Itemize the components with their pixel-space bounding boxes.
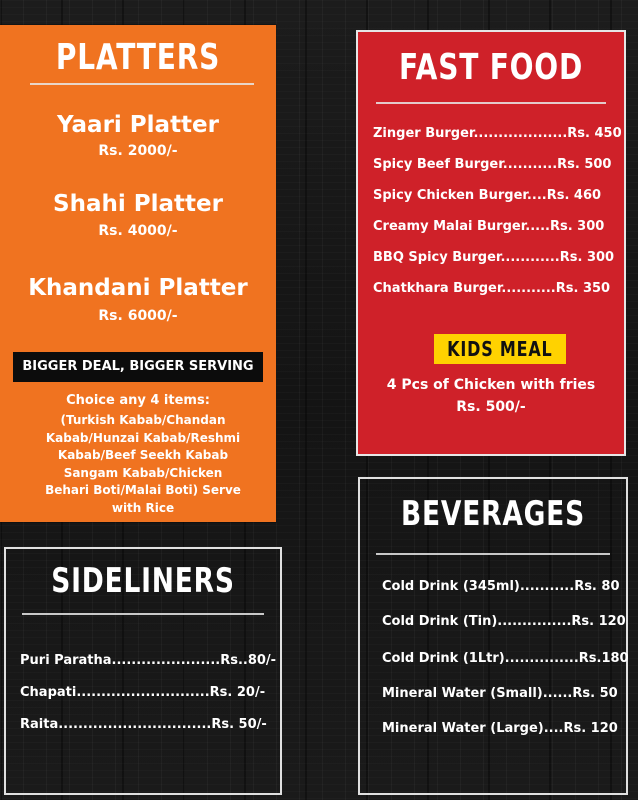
choice-description: (Turkish Kabab/Chandan Kabab/Hunzai Kabab/Reshmi Kabab/Beef Seekh Kabab Sangam Kabab/Chicken Behari Boti/Malai Boti) Serve with Rice bbox=[45, 413, 241, 515]
sideliners-title: SIDELINERS bbox=[51, 561, 235, 601]
fast-food-item: BBQ Spicy Burger............Rs. 300 bbox=[373, 250, 615, 265]
sideliner-item: Raita...............................Rs. 50/- bbox=[20, 717, 267, 732]
sideliners-title-underline bbox=[22, 613, 264, 615]
platter-price: Rs. 2000/- bbox=[98, 143, 178, 159]
beverage-item: Cold Drink (Tin)...............Rs. 120 bbox=[382, 614, 626, 629]
platters-title-underline bbox=[30, 83, 254, 85]
fast-food-title: FAST FOOD bbox=[398, 47, 584, 88]
sideliner-item: Chapati...........................Rs. 20/- bbox=[20, 685, 266, 700]
kids-meal-badge bbox=[434, 334, 566, 364]
fast-food-title-underline bbox=[376, 102, 606, 104]
platter-price: Rs. 6000/- bbox=[98, 308, 178, 324]
beverage-item: Mineral Water (Small)......Rs. 50 bbox=[382, 686, 618, 701]
platter-name: Khandani Platter bbox=[28, 275, 248, 301]
platter-price: Rs. 4000/- bbox=[98, 223, 178, 239]
platters-title: PLATTERS bbox=[55, 37, 221, 78]
sideliners-panel bbox=[4, 547, 282, 795]
beverages-title-underline bbox=[376, 553, 610, 555]
kids-meal-badge-label: KIDS MEAL bbox=[447, 337, 553, 361]
beverage-item: Cold Drink (345ml)...........Rs. 80 bbox=[382, 579, 620, 594]
fast-food-item: Creamy Malai Burger.....Rs. 300 bbox=[373, 219, 605, 234]
platter-name: Yaari Platter bbox=[56, 112, 219, 138]
beverages-panel bbox=[358, 477, 628, 795]
kids-meal-price: Rs. 500/- bbox=[456, 399, 526, 415]
fast-food-item: Spicy Chicken Burger....Rs. 460 bbox=[373, 188, 602, 203]
fast-food-panel bbox=[356, 30, 626, 456]
beverage-item: Cold Drink (1Ltr)...............Rs.180 bbox=[382, 651, 629, 666]
fast-food-item: Chatkhara Burger...........Rs. 350 bbox=[373, 281, 611, 296]
platters-panel bbox=[0, 25, 276, 522]
fast-food-item: Zinger Burger...................Rs. 450 bbox=[373, 126, 622, 141]
kids-meal-description: 4 Pcs of Chicken with fries bbox=[386, 377, 596, 393]
sideliner-item: Puri Paratha......................Rs..80/- bbox=[20, 653, 277, 668]
platter-name: Shahi Platter bbox=[53, 191, 223, 217]
fast-food-item: Spicy Beef Burger...........Rs. 500 bbox=[373, 157, 612, 172]
beverages-title: BEVERAGES bbox=[401, 494, 585, 534]
choice-title: Choice any 4 items: bbox=[66, 393, 210, 408]
deal-banner: BIGGER DEAL, BIGGER SERVING bbox=[13, 352, 263, 382]
beverage-item: Mineral Water (Large)....Rs. 120 bbox=[382, 721, 618, 736]
